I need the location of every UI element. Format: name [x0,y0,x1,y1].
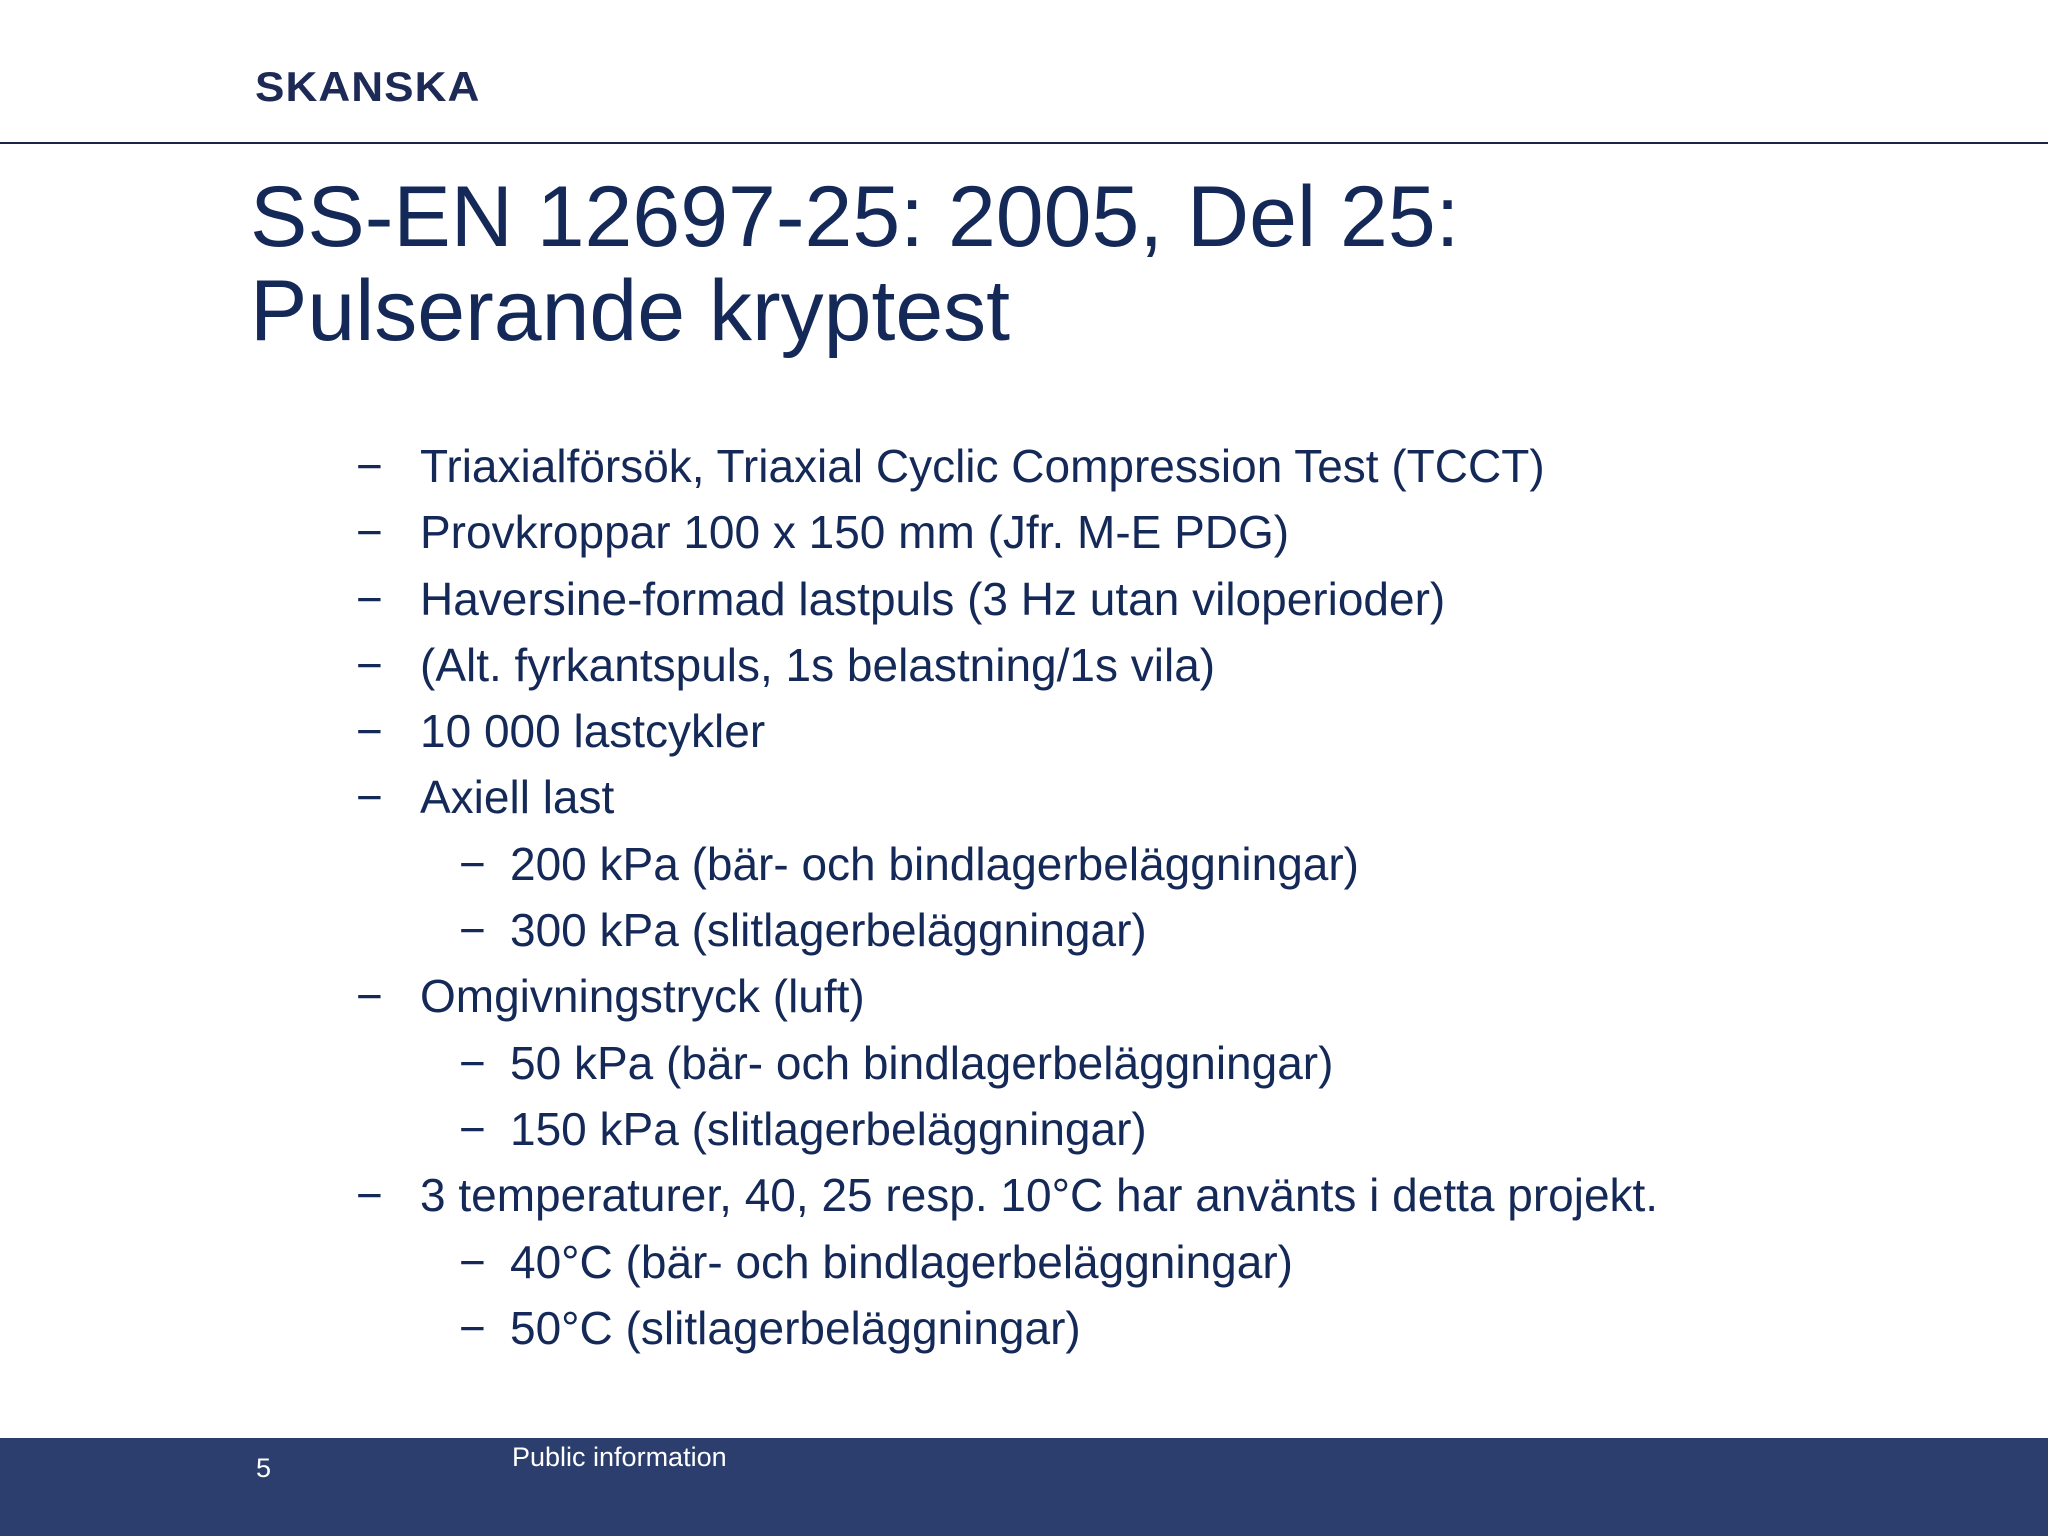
bullet-list [0,433,2048,1361]
bullet-text: Axiell last [420,771,615,824]
header-divider [0,142,2048,144]
bullet-item [0,499,2048,565]
bullet-text: 3 temperaturer, 40, 25 resp. 10°C har använts i detta projekt. [420,1169,1659,1222]
bullet-dash-icon: − [459,1036,486,1089]
bullet-dash-icon: − [356,705,383,758]
bullet-dash-icon: − [356,506,383,559]
slide-title-line-1: SS-EN 12697-25: 2005, Del 25: [250,169,1460,265]
sub-bullet-item [0,1030,2048,1096]
bullet-item [0,698,2048,764]
bullet-text: 200 kPa (bär- och bindlagerbeläggningar) [510,837,1360,890]
bullet-text: 50 kPa (bär- och bindlagerbeläggningar) [510,1036,1334,1089]
skanska-logo: SKANSKA [255,63,481,110]
bullet-text: Triaxialförsök, Triaxial Cyclic Compression Test (TCCT) [420,440,1545,492]
bullet-dash-icon: − [356,572,383,625]
footer-bar [0,1438,2048,1536]
bullet-text: Omgivningstryck (luft) [420,970,865,1023]
bullet-item [0,963,2048,1029]
bullet-text: 50°C (slitlagerbeläggningar) [510,1301,1081,1354]
classification-label: Public information [512,1442,727,1472]
bullet-text: 300 kPa (slitlagerbeläggningar) [510,904,1147,957]
sub-bullet-item [0,831,2048,897]
bullet-item [0,433,2048,499]
page-number: 5 [256,1453,272,1483]
bullet-text: 150 kPa (slitlagerbeläggningar) [510,1102,1147,1155]
sub-bullet-item [0,897,2048,963]
bullet-item [0,764,2048,830]
bullet-dash-icon: − [356,970,383,1023]
sub-bullet-item [0,1229,2048,1295]
bullet-item [0,1162,2048,1228]
bullet-dash-icon: − [459,1301,486,1354]
bullet-dash-icon: − [356,638,383,691]
slide-title-line-2: Pulserande kryptest [250,263,1011,359]
bullet-text: 10 000 lastcykler [420,705,766,758]
bullet-text: 40°C (bär- och bindlagerbeläggningar) [510,1235,1293,1288]
bullet-dash-icon: − [356,771,383,824]
bullet-text: (Alt. fyrkantspuls, 1s belastning/1s vila) [420,638,1216,691]
bullet-dash-icon: − [356,1169,383,1222]
bullet-dash-icon: − [459,904,486,957]
sub-bullet-item [0,1295,2048,1361]
bullet-dash-icon: − [356,440,383,492]
slide-title [250,170,1950,358]
bullet-item [0,566,2048,632]
bullet-dash-icon: − [459,1235,486,1288]
bullet-text: Haversine-formad lastpuls (3 Hz utan viloperioder) [420,572,1446,625]
bullet-item [0,632,2048,698]
bullet-dash-icon: − [459,1102,486,1155]
bullet-text: Provkroppar 100 x 150 mm (Jfr. M-E PDG) [420,506,1290,559]
sub-bullet-item [0,1096,2048,1162]
bullet-dash-icon: − [459,837,486,890]
